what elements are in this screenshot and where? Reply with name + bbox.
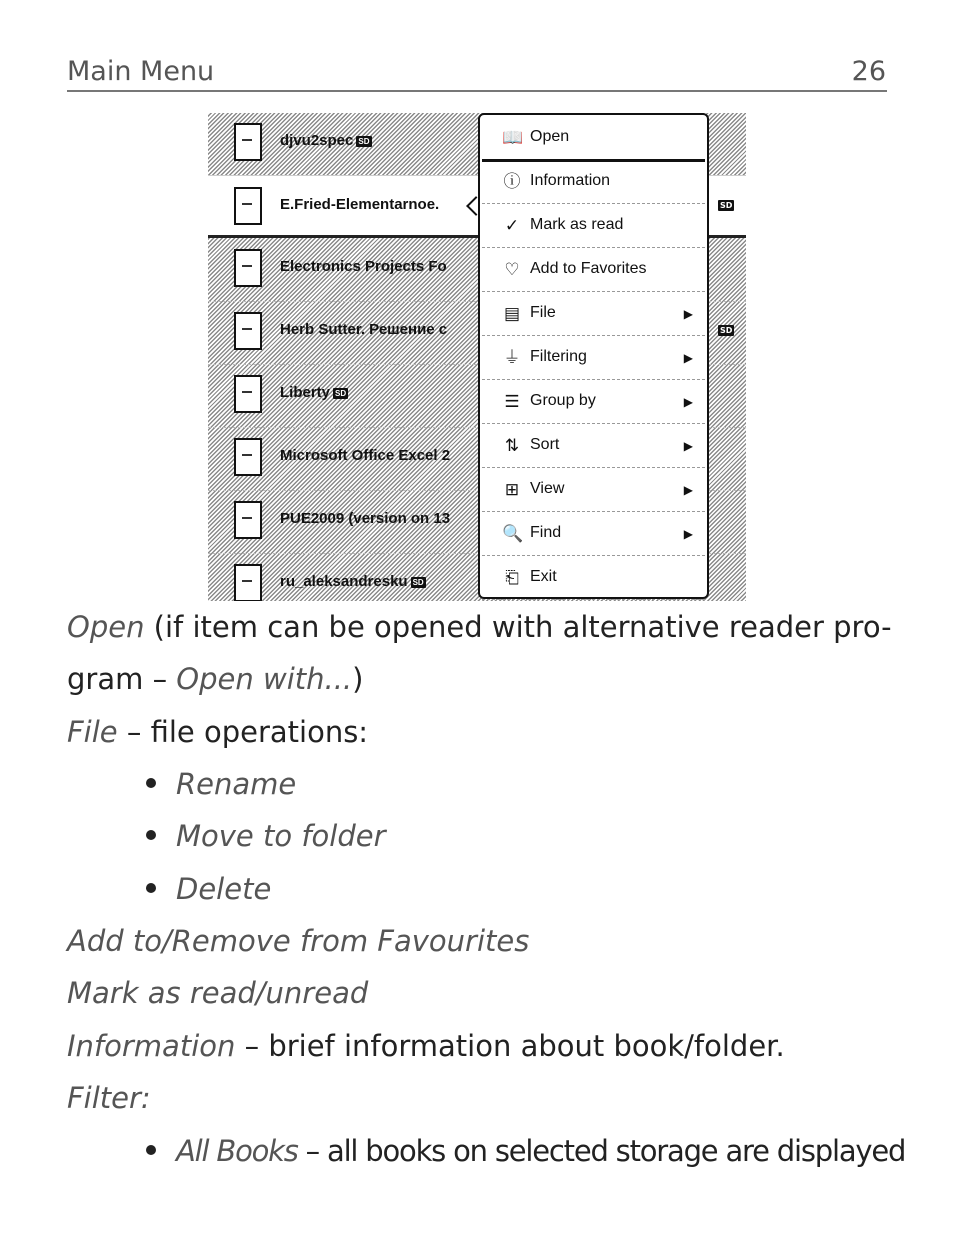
menu-item-information[interactable] (482, 159, 705, 204)
sd-card-badge: SD (720, 326, 733, 335)
book-icon (234, 187, 262, 225)
menu-item-label: Sort (530, 436, 560, 453)
bullet-all-books: All Books – all books on selected storage are displayed (146, 1134, 905, 1168)
submenu-arrow-icon: ▶ (683, 527, 693, 541)
group-icon: ☰ (504, 392, 520, 411)
book-title: djvu2spec SD (280, 132, 370, 149)
file-icon: ▤ (503, 304, 521, 323)
menu-item-group-by[interactable] (482, 379, 705, 424)
menu-item-label: Open (530, 128, 570, 145)
menu-item-label: Filtering (530, 348, 587, 365)
book-open-icon: 📖 (502, 128, 524, 147)
book-title: PUE2009 (version on 13 (280, 510, 451, 527)
exit-icon: ⎗ (505, 568, 519, 587)
check-icon: ✓ (504, 216, 520, 235)
bullet-dot (146, 830, 156, 840)
search-icon: 🔍 (502, 524, 524, 543)
bullet-dot (146, 1145, 156, 1155)
menu-item-label: Find (530, 524, 562, 541)
submenu-arrow-icon: ▶ (683, 307, 693, 321)
submenu-arrow-icon: ▶ (683, 483, 693, 497)
book-title: E.Fried-Elementarnoe. (280, 196, 440, 213)
book-title: ru_aleksandresku SD (280, 573, 424, 590)
sd-card-badge: SD (358, 136, 370, 146)
section-title: Main Menu (67, 56, 215, 87)
filter-paragraph: Filter: (67, 1081, 151, 1115)
book-icon (234, 249, 262, 287)
info-icon: ⓘ (503, 172, 521, 191)
book-title: Microsoft Office Excel 2 (280, 447, 451, 464)
bullet-rename: Rename (146, 767, 296, 801)
heart-icon: ♡ (504, 260, 520, 279)
menu-item-label: Add to Favorites (530, 260, 647, 277)
sort-icon: ⇅ (504, 436, 520, 455)
book-title: Electronics Projects Fo (280, 258, 447, 275)
mark-paragraph: Mark as read/unread (67, 976, 369, 1010)
menu-item-exit[interactable] (482, 555, 705, 600)
book-title: Herb Sutter. Решение с (280, 321, 448, 338)
library-screenshot (208, 113, 746, 601)
page-number: 26 (851, 56, 886, 87)
menu-item-mark-as-read[interactable] (482, 203, 705, 248)
menu-item-label: View (530, 480, 565, 497)
menu-item-filtering[interactable] (482, 335, 705, 380)
menu-item-label: Mark as read (530, 216, 624, 233)
menu-item-label: Group by (530, 392, 596, 409)
menu-item-find[interactable] (482, 511, 705, 556)
submenu-arrow-icon: ▶ (683, 395, 693, 409)
context-menu (478, 113, 709, 599)
submenu-arrow-icon: ▶ (683, 439, 693, 453)
book-title: Liberty SD (280, 384, 347, 401)
menu-item-label: Information (530, 172, 611, 189)
book-icon (234, 123, 262, 161)
book-icon (234, 312, 262, 350)
sd-card-badge: SD (720, 201, 733, 210)
submenu-arrow-icon: ▶ (683, 351, 693, 365)
bullet-delete: Delete (146, 872, 271, 906)
open-paragraph-cont: gram – Open with...) (67, 662, 364, 696)
book-icon (234, 501, 262, 539)
filter-icon: ⏚ (503, 348, 521, 367)
book-icon (234, 564, 262, 601)
header-divider (67, 90, 887, 92)
book-icon (234, 375, 262, 413)
view-icon: ⊞ (504, 480, 520, 499)
menu-item-view[interactable] (482, 467, 705, 512)
menu-item-label: File (530, 304, 556, 321)
file-paragraph: File – file operations: (67, 715, 369, 749)
bullet-dot (146, 883, 156, 893)
open-paragraph: Open (if item can be opened with alternative reader pro- (67, 610, 892, 644)
menu-item-open[interactable] (482, 115, 705, 162)
sd-card-badge: SD (335, 388, 347, 398)
menu-item-file[interactable] (482, 291, 705, 336)
favourites-paragraph: Add to/Remove from Favourites (67, 924, 530, 958)
menu-item-sort[interactable] (482, 423, 705, 468)
menu-item-add-to-favorites[interactable] (482, 247, 705, 292)
bullet-dot (146, 778, 156, 788)
menu-item-label: Exit (530, 568, 557, 585)
book-icon (234, 438, 262, 476)
information-paragraph: Information – brief information about book/folder. (67, 1029, 785, 1063)
bullet-move: Move to folder (146, 819, 386, 853)
sd-card-badge: SD (412, 577, 424, 587)
